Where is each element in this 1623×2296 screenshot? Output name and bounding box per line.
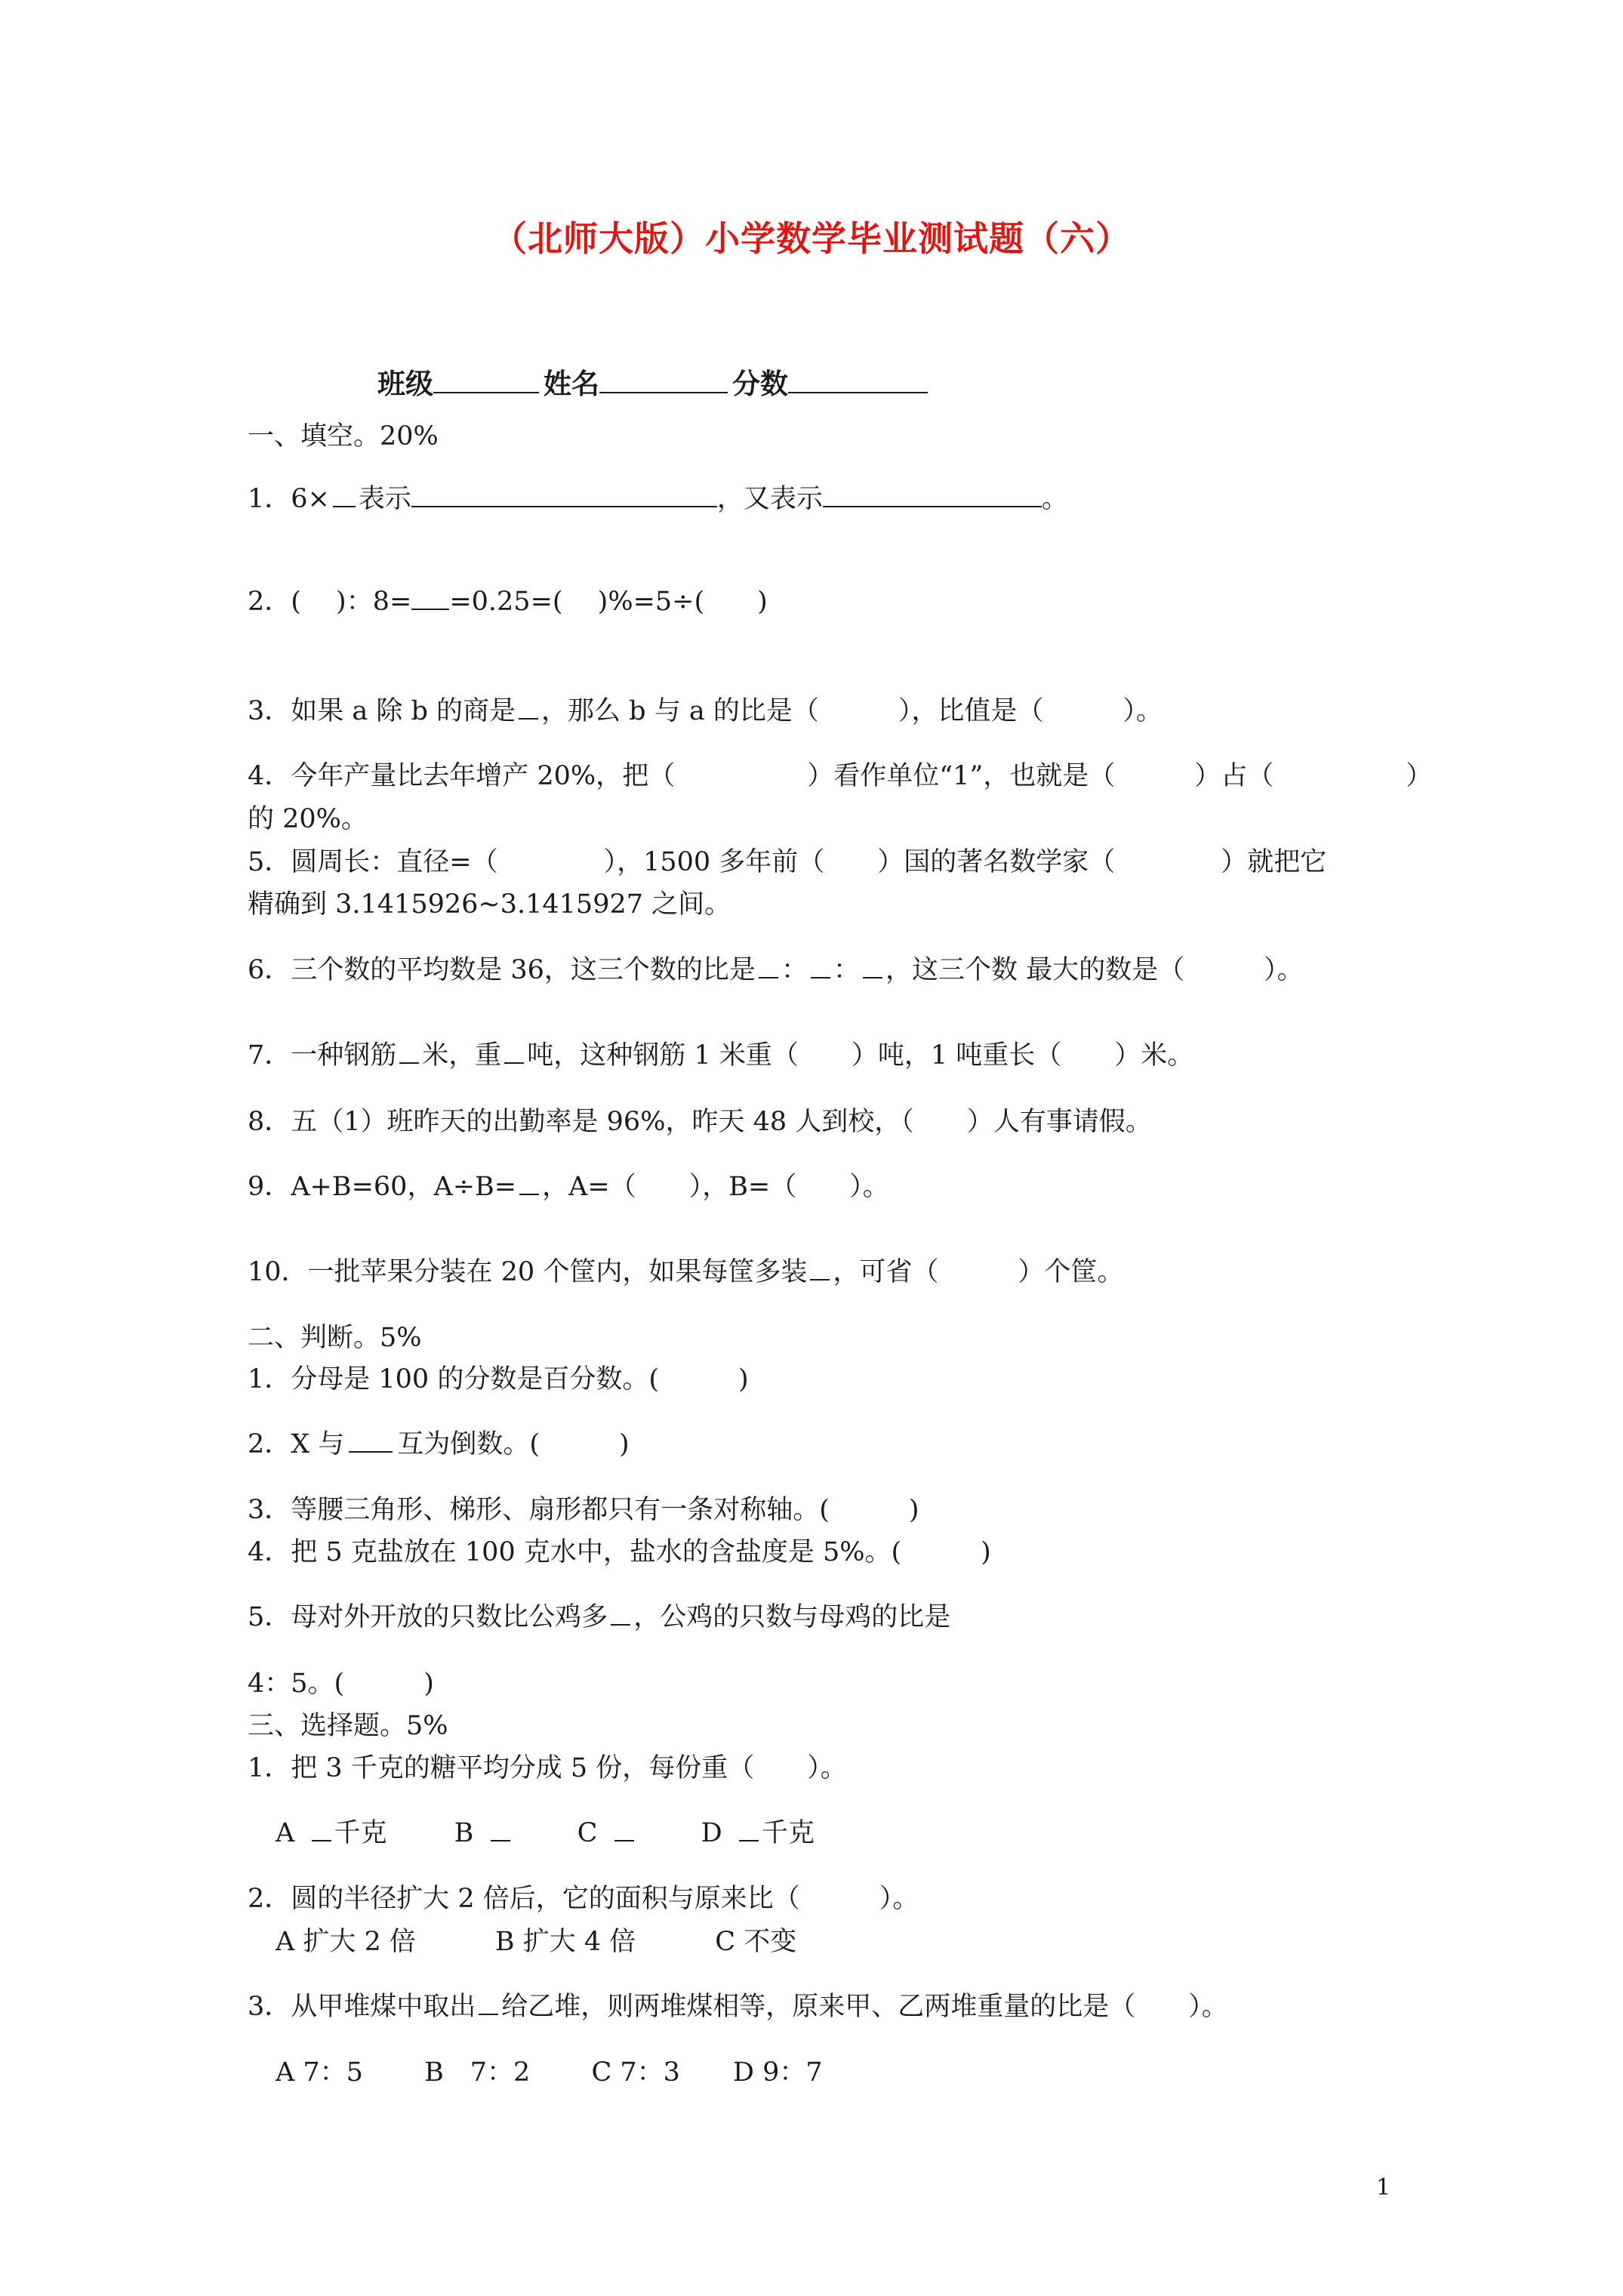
fraction-blank bbox=[491, 1825, 510, 1841]
choice-question-3-options: A 7：5 B 7：2 C 7：3 D 9：7 bbox=[276, 2057, 823, 2088]
fill-question-7: 7．一种钢筋 米，重 吨，这种钢筋 1 米重（ ）吨，1 吨重长（ ）米。 bbox=[248, 1040, 1194, 1071]
answer-blank bbox=[823, 483, 1042, 507]
judge-question-2: 2．X 与 互为倒数。( ) bbox=[248, 1429, 630, 1459]
fraction-blank bbox=[519, 1179, 539, 1195]
answer-blank bbox=[411, 483, 717, 507]
student-info-line bbox=[377, 361, 932, 402]
judge-question-1: 1．分母是 100 的分数是百分数。( ) bbox=[248, 1364, 749, 1395]
fraction-blank bbox=[349, 1436, 393, 1453]
fill-question-6: 6．三个数的平均数是 36，这三个数的比是 ： ： ，这三个数 最大的数是（ ）。 bbox=[248, 955, 1304, 985]
judge-question-5-cont: 4：5。( ) bbox=[248, 1669, 434, 1699]
fraction-blank bbox=[614, 1825, 634, 1841]
judge-question-4: 4．把 5 克盐放在 100 克水中，盐水的含盐度是 5%。( ) bbox=[248, 1537, 991, 1567]
section-choice-heading: 三、选择题。5% bbox=[248, 1711, 448, 1741]
class-blank bbox=[433, 366, 539, 393]
fraction-blank bbox=[810, 1264, 830, 1281]
fraction-blank bbox=[479, 1999, 498, 2015]
fill-question-5b: 精确到 3.1415926~3.1415927 之间。 bbox=[248, 889, 731, 920]
fraction-blank bbox=[504, 1047, 524, 1064]
score-blank bbox=[788, 366, 928, 393]
fraction-blank bbox=[333, 491, 356, 507]
choice-question-3: 3．从甲堆煤中取出 给乙堆，则两堆煤相等，原来甲、乙两堆重量的比是（ ）。 bbox=[248, 1992, 1228, 2022]
judge-question-5: 5．母对外开放的只数比公鸡多 ，公鸡的只数与母鸡的比是 bbox=[248, 1602, 951, 1632]
name-blank bbox=[599, 366, 728, 393]
fraction-blank bbox=[312, 1825, 331, 1841]
fill-question-5a: 5．圆周长：直径=（ ），1500 多年前（ ）国的著名数学家（ ）就把它 bbox=[248, 847, 1327, 877]
choice-question-1-options: A 千克 B C D 千克 bbox=[276, 1818, 815, 1848]
fraction-blank bbox=[399, 1047, 419, 1064]
section-judge-heading: 二、判断。5% bbox=[248, 1323, 422, 1353]
fraction-blank bbox=[519, 703, 538, 720]
fill-question-8: 8．五（1）班昨天的出勤率是 96%，昨天 48 人到校，（ ）人有事请假。 bbox=[248, 1107, 1152, 1137]
score-label: 分数 bbox=[732, 367, 788, 400]
fraction-blank bbox=[811, 962, 830, 978]
fraction-blank bbox=[739, 1825, 759, 1841]
fill-question-3: 3．如果 a 除 b 的商是 ，那么 b 与 a 的比是（ ），比值是（ ）。 bbox=[248, 696, 1163, 726]
name-label: 姓名 bbox=[544, 367, 599, 400]
fill-question-4a: 4．今年产量比去年增产 20%，把（ ）看作单位“1”，也就是（ ）占（ ） bbox=[248, 761, 1433, 791]
fill-question-4b: 的 20%。 bbox=[248, 804, 368, 834]
fraction-blank bbox=[611, 1609, 630, 1626]
fill-question-2: 2．( )：8= =0.25=( )%=5÷( ) bbox=[248, 587, 768, 617]
choice-question-2-options: A 扩大 2 倍 B 扩大 4 倍 C 不变 bbox=[276, 1927, 797, 1957]
fill-question-1: 1．6× 表示 ，又表示 。 bbox=[248, 484, 1068, 514]
fraction-blank bbox=[411, 593, 449, 610]
choice-question-2: 2．圆的半径扩大 2 倍后，它的面积与原来比（ ）。 bbox=[248, 1884, 919, 1914]
fill-question-10: 10．一批苹果分装在 20 个筐内，如果每筐多装 ，可省（ ）个筐。 bbox=[248, 1257, 1124, 1287]
page-title: （北师大版）小学数学毕业测试题（六） bbox=[492, 218, 1131, 259]
page-number: 1 bbox=[1376, 2174, 1391, 2201]
choice-question-1: 1．把 3 千克的糖平均分成 5 份，每份重（ ）。 bbox=[248, 1753, 847, 1783]
section-fill-heading: 一、填空。20% bbox=[248, 421, 439, 451]
fraction-blank bbox=[759, 962, 778, 978]
fill-question-9: 9．A+B=60，A÷B= ，A=（ ），B=（ ）。 bbox=[248, 1172, 889, 1202]
class-label: 班级 bbox=[377, 367, 433, 400]
judge-question-3: 3．等腰三角形、梯形、扇形都只有一条对称轴。( ) bbox=[248, 1495, 919, 1525]
fraction-blank bbox=[863, 962, 882, 978]
